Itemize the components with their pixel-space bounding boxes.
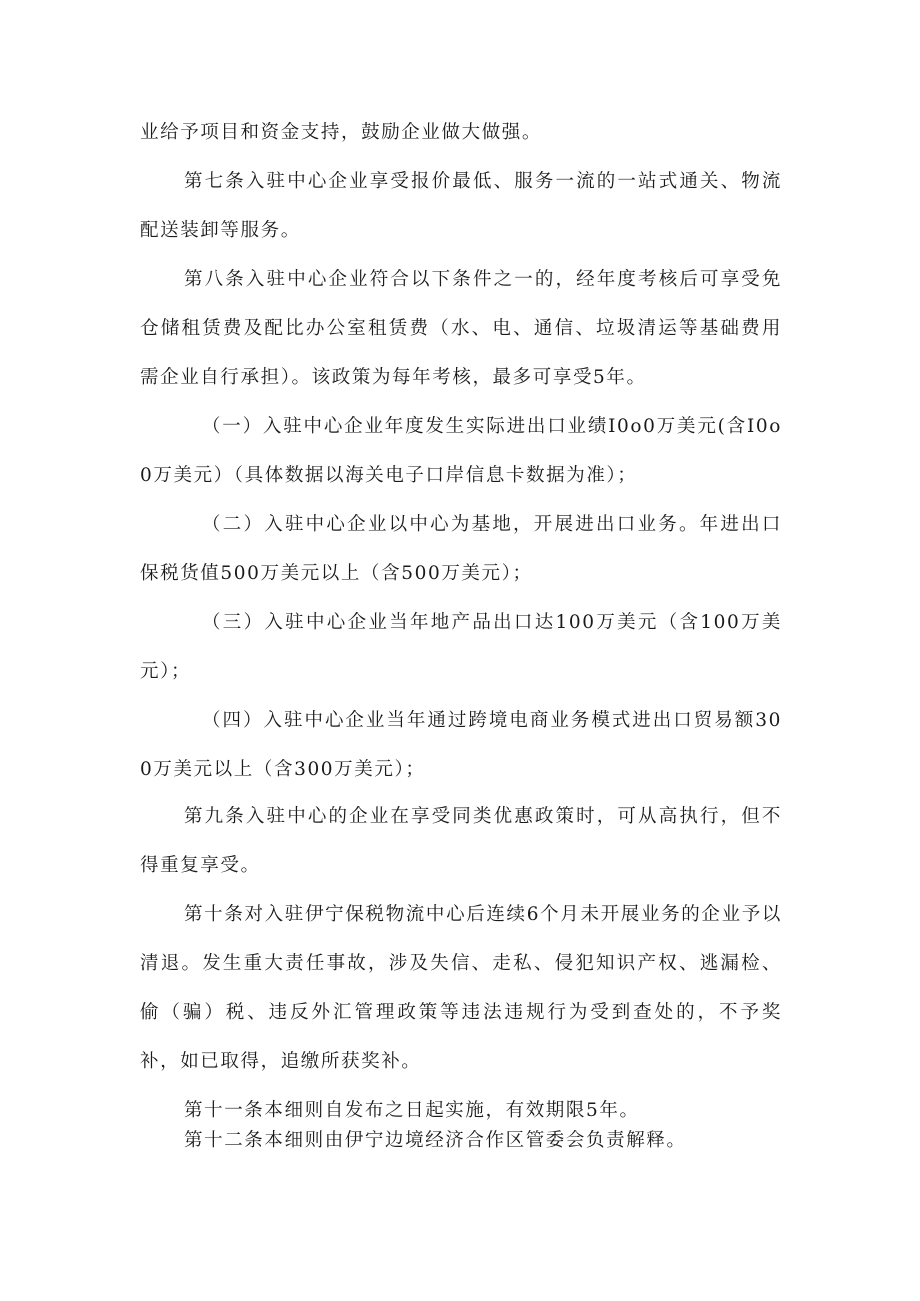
paragraph-condition-4: （四）入驻中心企业当年通过跨境电商业务模式进出口贸易额300万美元以上（含300万美元）； [140, 710, 782, 780]
paragraph-article-9: 第九条入驻中心的企业在享受同类优惠政策时，可从高执行，但不得重复享受。 [140, 806, 782, 876]
paragraph-condition-3: （三）入驻中心企业当年地产品出口达100万美元（含100万美元）； [140, 612, 782, 682]
paragraph-article-7: 第七条入驻中心企业享受报价最低、服务一流的一站式通关、物流配送装卸等服务。 [140, 171, 782, 241]
paragraph-condition-1: （一）入驻中心企业年度发生实际进出口业绩I0o0万美元(含I0o0万美元）（具体数据以海关电子口岸信息卡数据为准）； [140, 416, 782, 486]
paragraph-article-10: 第十条对入驻伊宁保税物流中心后连续6个月未开展业务的企业予以清退。发生重大责任事故，涉及失信、走私、侵犯知识产权、逃漏检、偷（骗）税、违反外汇管理政策等违法违规行为受到查处的，不予奖补，如已取得，追缴所获奖补。 [140, 904, 782, 1072]
paragraph-article-11: 第十一条本细则自发布之日起实施，有效期限5年。 [184, 1100, 640, 1121]
paragraph-condition-2: （二）入驻中心企业以中心为基地，开展进出口业务。年进出口保税货值500万美元以上（含500万美元）； [140, 514, 782, 584]
paragraph-article-12: 第十二条本细则由伊宁边境经济合作区管委会负责解释。 [184, 1130, 687, 1151]
paragraph-article-8: 第八条入驻中心企业符合以下条件之一的，经年度考核后可享受免仓储租赁费及配比办公室租赁费（水、电、通信、垃圾清运等基础费用需企业自行承担）。该政策为每年考核，最多可享受5年。 [140, 269, 782, 388]
paragraph-continuation: 业给予项目和资金支持，鼓励企业做大做强。 [140, 122, 543, 143]
